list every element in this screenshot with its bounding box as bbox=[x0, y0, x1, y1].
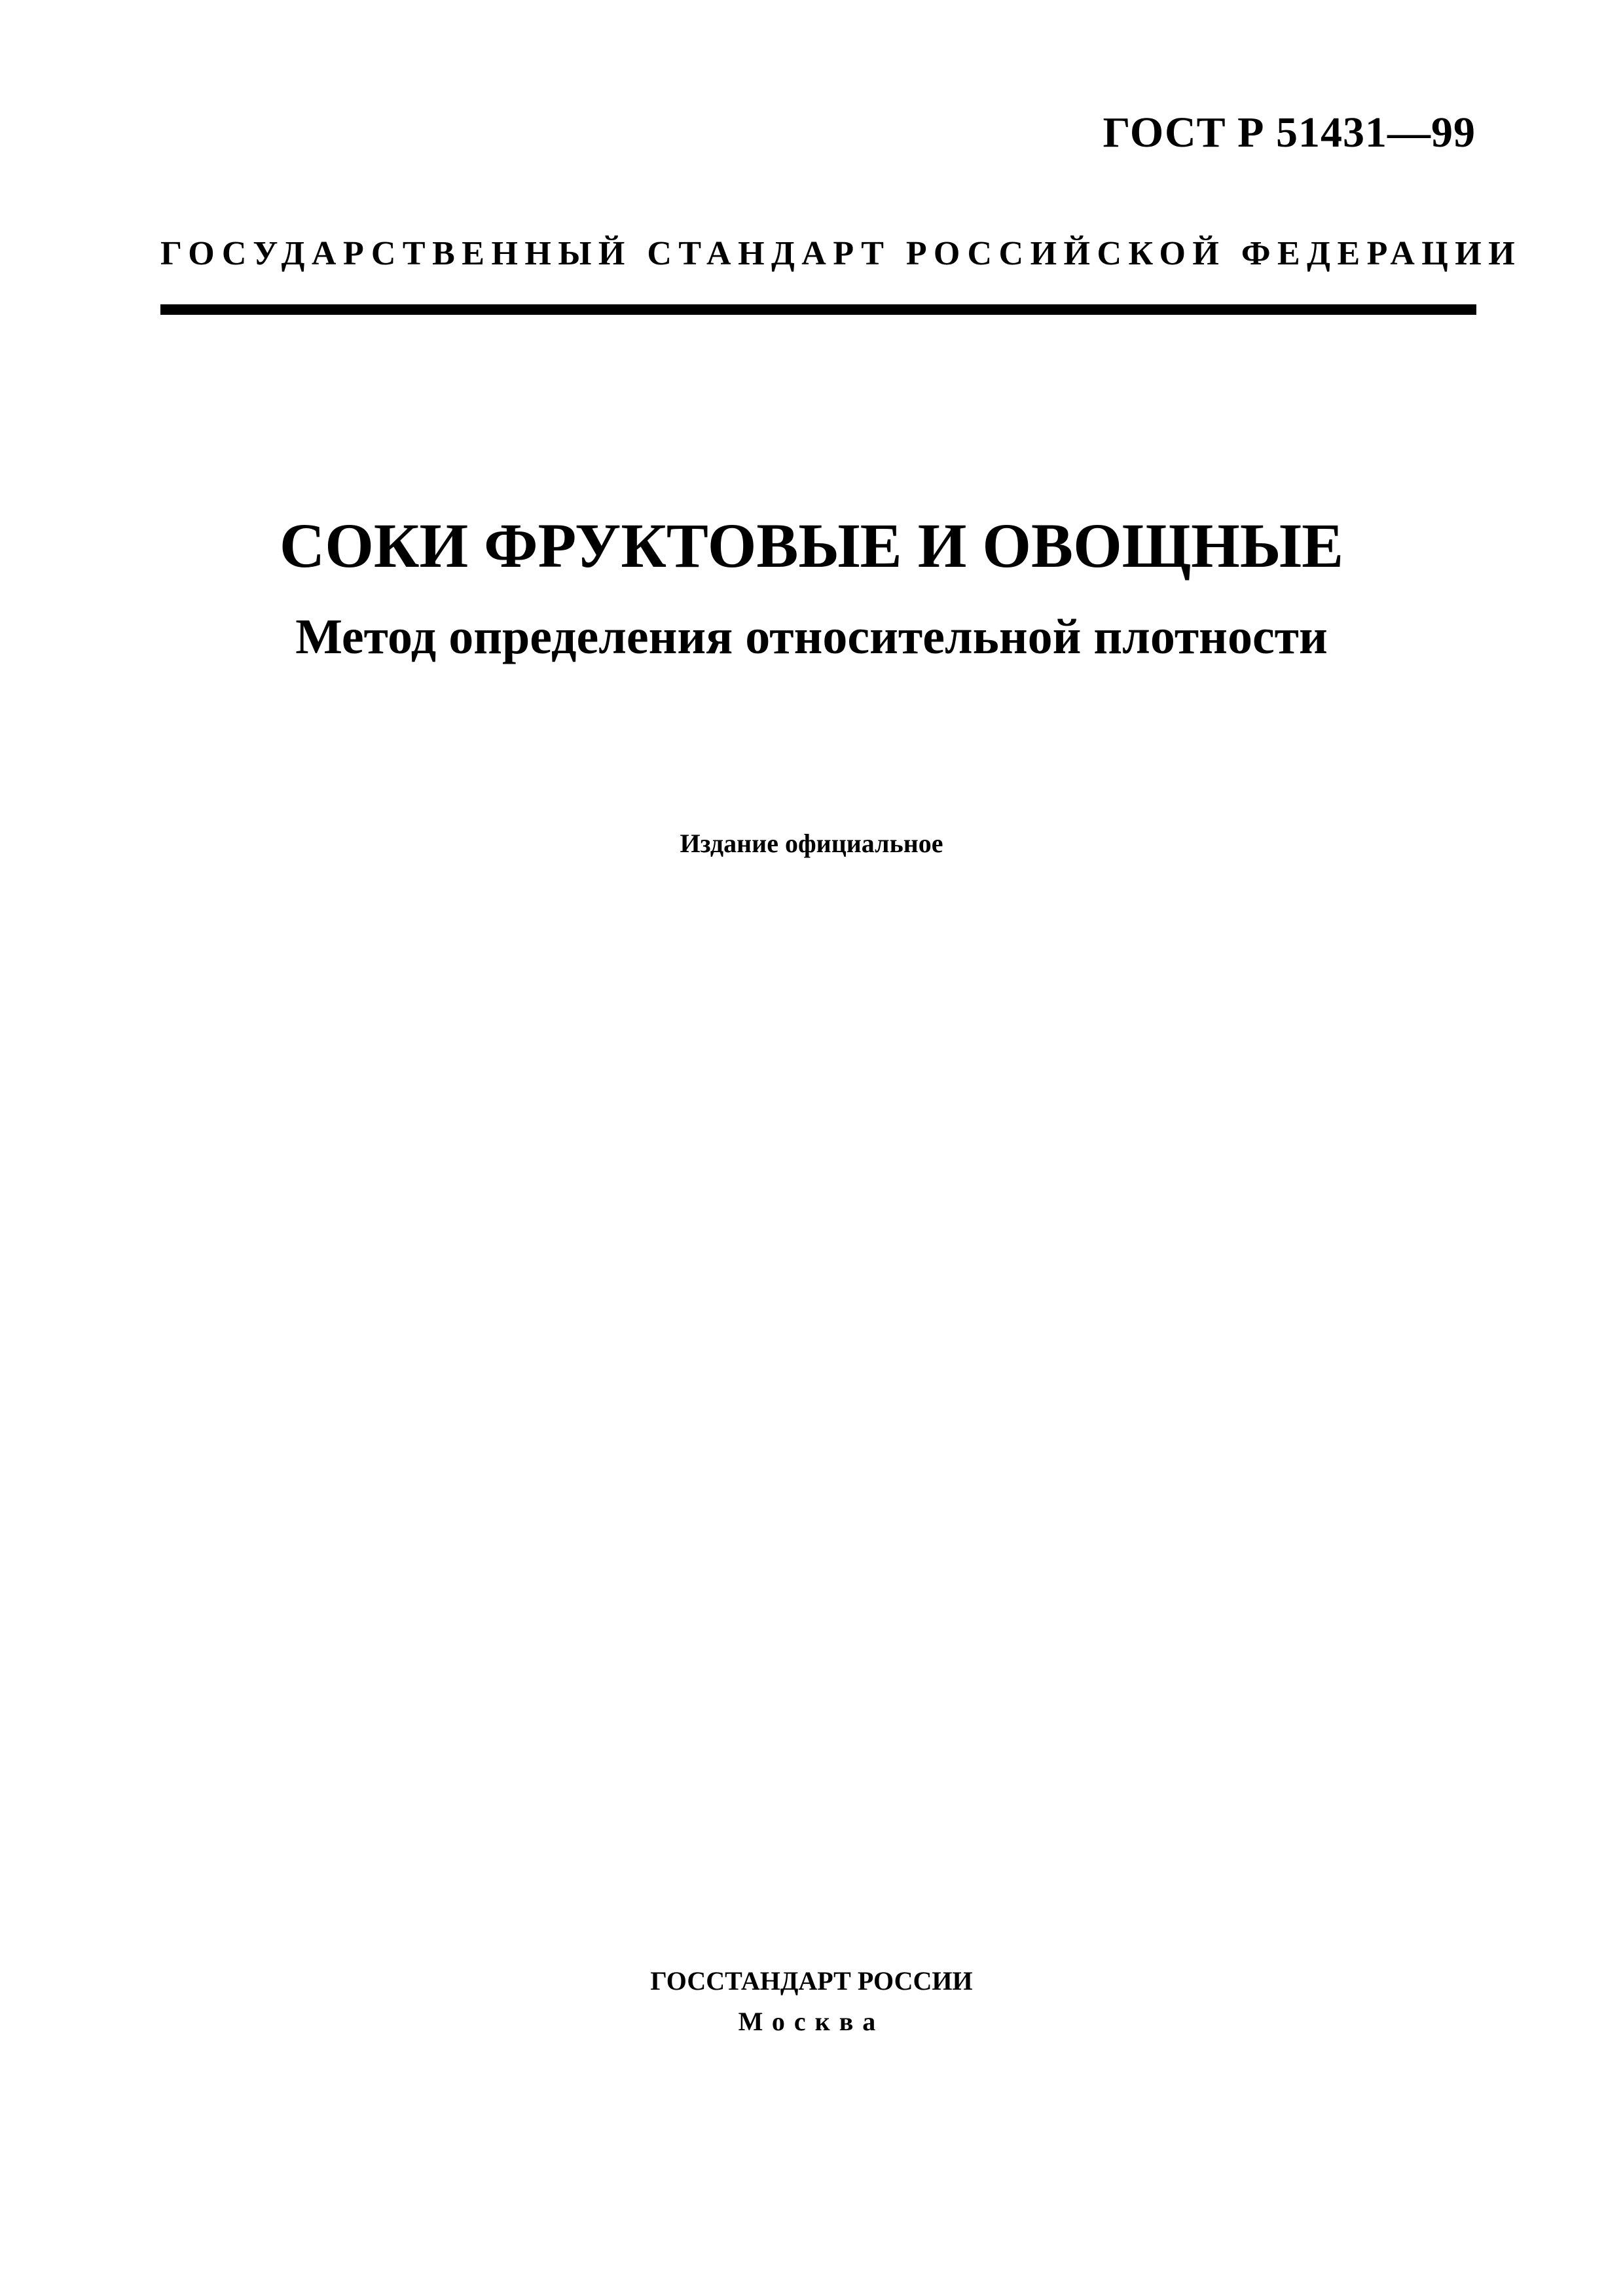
state-standard-heading: ГОСУДАРСТВЕННЫЙ СТАНДАРТ РОССИЙСКОЙ ФЕДЕРАЦИИ bbox=[160, 235, 1522, 272]
header-rule bbox=[160, 304, 1476, 315]
document-subtitle: Метод определения относительной плотности bbox=[295, 609, 1328, 664]
standard-number: ГОСТ Р 51431—99 bbox=[1103, 109, 1476, 156]
edition-label: Издание официальное bbox=[680, 829, 943, 858]
document-title: СОКИ ФРУКТОВЫЕ И ОВОЩНЫЕ bbox=[279, 511, 1344, 581]
publisher-name: ГОССТАНДАРТ РОССИИ bbox=[650, 1966, 973, 1996]
publication-city: Москва bbox=[738, 2007, 885, 2036]
